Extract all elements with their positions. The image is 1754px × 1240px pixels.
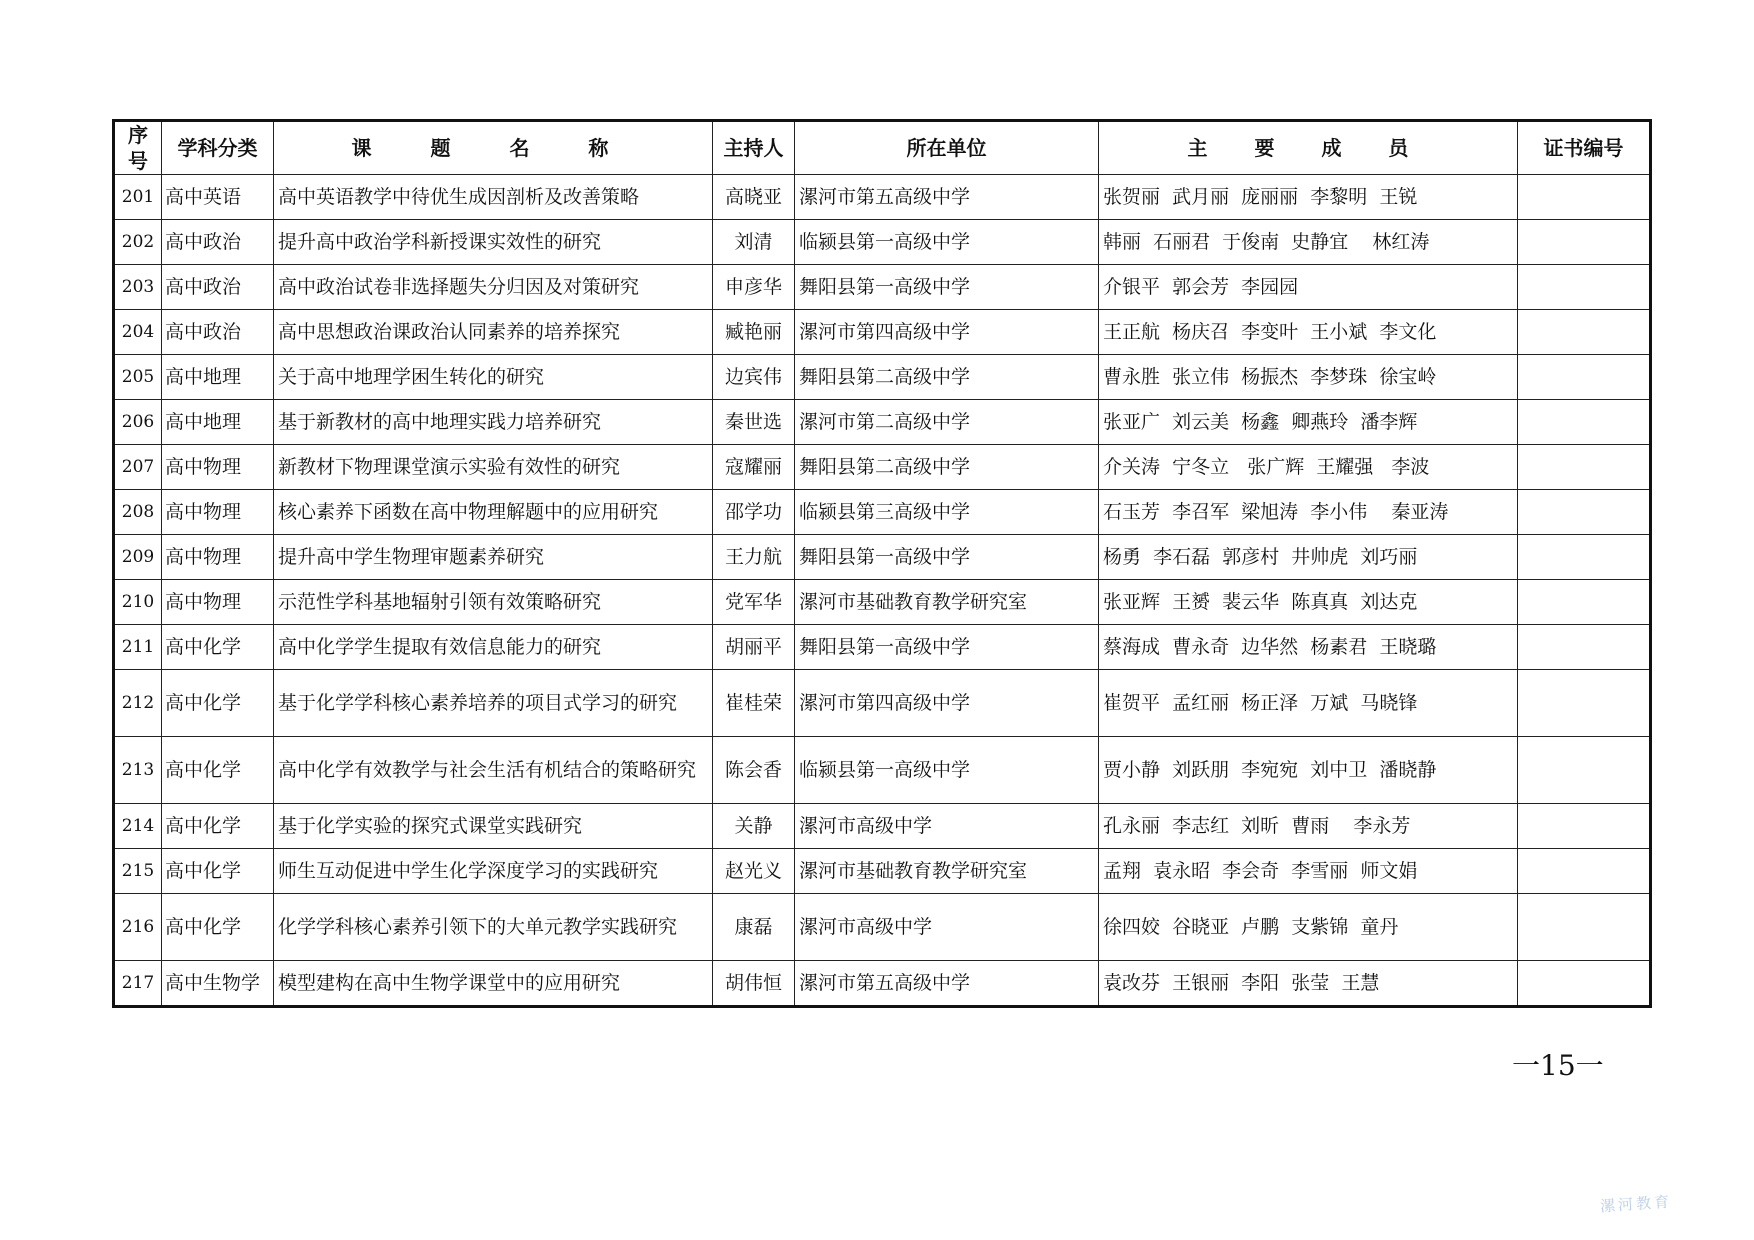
table-row — [114, 849, 1651, 894]
row-subject: 高中物理 — [162, 535, 274, 580]
row-subject: 高中化学 — [162, 670, 274, 737]
table-row — [114, 310, 1651, 355]
row-host: 申彦华 — [713, 265, 795, 310]
row-cert — [1518, 961, 1651, 1007]
row-unit: 漯河市第四高级中学 — [795, 670, 1099, 737]
table-row — [114, 804, 1651, 849]
row-cert — [1518, 894, 1651, 961]
row-title: 高中化学有效教学与社会生活有机结合的策略研究 — [274, 737, 713, 804]
header-no: 序号 — [114, 121, 162, 175]
row-unit: 漯河市高级中学 — [795, 894, 1099, 961]
row-host: 崔桂荣 — [713, 670, 795, 737]
row-members: 王正航 杨庆召 李变叶 王小斌 李文化 — [1099, 310, 1518, 355]
row-cert — [1518, 310, 1651, 355]
row-members: 孔永丽 李志红 刘昕 曹雨 李永芳 — [1099, 804, 1518, 849]
row-unit: 临颍县第一高级中学 — [795, 220, 1099, 265]
row-no: 213 — [114, 737, 162, 804]
row-unit: 漯河市第五高级中学 — [795, 961, 1099, 1007]
table-body — [114, 175, 1651, 1007]
row-title: 高中化学学生提取有效信息能力的研究 — [274, 625, 713, 670]
row-subject: 高中政治 — [162, 265, 274, 310]
row-members: 袁改芬 王银丽 李阳 张莹 王慧 — [1099, 961, 1518, 1007]
row-host: 秦世选 — [713, 400, 795, 445]
row-title: 示范性学科基地辐射引领有效策略研究 — [274, 580, 713, 625]
row-no: 217 — [114, 961, 162, 1007]
row-unit: 漯河市基础教育教学研究室 — [795, 580, 1099, 625]
table-header — [114, 121, 1651, 175]
page-number: 一15一 — [1512, 1049, 1604, 1082]
row-no: 202 — [114, 220, 162, 265]
row-title: 高中英语教学中待优生成因剖析及改善策略 — [274, 175, 713, 220]
row-host: 胡伟恒 — [713, 961, 795, 1007]
row-subject: 高中化学 — [162, 804, 274, 849]
table-row — [114, 625, 1651, 670]
row-unit: 临颍县第一高级中学 — [795, 737, 1099, 804]
row-cert — [1518, 849, 1651, 894]
row-title: 基于化学实验的探究式课堂实践研究 — [274, 804, 713, 849]
row-title: 基于化学学科核心素养培养的项目式学习的研究 — [274, 670, 713, 737]
row-members: 杨勇 李石磊 郭彦村 井帅虎 刘巧丽 — [1099, 535, 1518, 580]
header-row — [114, 121, 1651, 175]
row-members: 张贺丽 武月丽 庞丽丽 李黎明 王锐 — [1099, 175, 1518, 220]
table-row — [114, 737, 1651, 804]
row-cert — [1518, 355, 1651, 400]
row-subject: 高中地理 — [162, 355, 274, 400]
row-subject: 高中物理 — [162, 580, 274, 625]
row-cert — [1518, 265, 1651, 310]
row-no: 208 — [114, 490, 162, 535]
row-members: 曹永胜 张立伟 杨振杰 李梦珠 徐宝岭 — [1099, 355, 1518, 400]
row-cert — [1518, 804, 1651, 849]
header-title: 课 题 名 称 — [274, 121, 713, 175]
row-no: 207 — [114, 445, 162, 490]
row-members: 蔡海成 曹永奇 边华然 杨素君 王晓璐 — [1099, 625, 1518, 670]
row-title: 师生互动促进中学生化学深度学习的实践研究 — [274, 849, 713, 894]
row-host: 陈会香 — [713, 737, 795, 804]
row-members: 韩丽 石丽君 于俊南 史静宜 林红涛 — [1099, 220, 1518, 265]
row-unit: 舞阳县第一高级中学 — [795, 265, 1099, 310]
row-cert — [1518, 580, 1651, 625]
row-no: 201 — [114, 175, 162, 220]
row-cert — [1518, 535, 1651, 580]
row-title: 化学学科核心素养引领下的大单元教学实践研究 — [274, 894, 713, 961]
row-unit: 漯河市第五高级中学 — [795, 175, 1099, 220]
table-row — [114, 670, 1651, 737]
row-cert — [1518, 220, 1651, 265]
row-members: 崔贺平 孟红丽 杨正泽 万斌 马晓锋 — [1099, 670, 1518, 737]
table-row — [114, 961, 1651, 1007]
row-subject: 高中化学 — [162, 737, 274, 804]
row-cert — [1518, 400, 1651, 445]
row-subject: 高中物理 — [162, 445, 274, 490]
row-subject: 高中政治 — [162, 220, 274, 265]
row-subject: 高中英语 — [162, 175, 274, 220]
row-members: 徐四姣 谷晓亚 卢鹏 支紫锦 童丹 — [1099, 894, 1518, 961]
row-host: 党军华 — [713, 580, 795, 625]
row-cert — [1518, 175, 1651, 220]
row-host: 臧艳丽 — [713, 310, 795, 355]
row-members: 张亚广 刘云美 杨鑫 卿燕玲 潘李辉 — [1099, 400, 1518, 445]
row-unit: 漯河市第四高级中学 — [795, 310, 1099, 355]
row-no: 216 — [114, 894, 162, 961]
row-title: 高中政治试卷非选择题失分归因及对策研究 — [274, 265, 713, 310]
row-members: 孟翔 袁永昭 李会奇 李雪丽 师文娟 — [1099, 849, 1518, 894]
row-unit: 舞阳县第一高级中学 — [795, 535, 1099, 580]
row-cert — [1518, 445, 1651, 490]
row-host: 赵光义 — [713, 849, 795, 894]
row-host: 胡丽平 — [713, 625, 795, 670]
row-unit: 临颍县第三高级中学 — [795, 490, 1099, 535]
row-host: 邵学功 — [713, 490, 795, 535]
row-subject: 高中生物学 — [162, 961, 274, 1007]
row-host: 高晓亚 — [713, 175, 795, 220]
row-members: 张亚辉 王赟 裴云华 陈真真 刘达克 — [1099, 580, 1518, 625]
row-title: 核心素养下函数在高中物理解题中的应用研究 — [274, 490, 713, 535]
row-members: 石玉芳 李召军 梁旭涛 李小伟 秦亚涛 — [1099, 490, 1518, 535]
row-no: 212 — [114, 670, 162, 737]
row-subject: 高中地理 — [162, 400, 274, 445]
row-no: 206 — [114, 400, 162, 445]
row-unit: 舞阳县第二高级中学 — [795, 445, 1099, 490]
row-host: 王力航 — [713, 535, 795, 580]
row-title: 基于新教材的高中地理实践力培养研究 — [274, 400, 713, 445]
row-subject: 高中化学 — [162, 894, 274, 961]
row-host: 边宾伟 — [713, 355, 795, 400]
row-cert — [1518, 737, 1651, 804]
row-no: 211 — [114, 625, 162, 670]
header-host: 主持人 — [713, 121, 795, 175]
row-subject: 高中化学 — [162, 625, 274, 670]
row-title: 关于高中地理学困生转化的研究 — [274, 355, 713, 400]
row-members: 介关涛 宁冬立 张广辉 王耀强 李波 — [1099, 445, 1518, 490]
watermark: 漯河教育 — [1599, 1192, 1673, 1216]
table-row — [114, 175, 1651, 220]
row-no: 214 — [114, 804, 162, 849]
row-no: 204 — [114, 310, 162, 355]
row-title: 新教材下物理课堂演示实验有效性的研究 — [274, 445, 713, 490]
row-host: 寇耀丽 — [713, 445, 795, 490]
table-row — [114, 490, 1651, 535]
row-unit: 漯河市第二高级中学 — [795, 400, 1099, 445]
row-unit: 舞阳县第二高级中学 — [795, 355, 1099, 400]
row-unit: 漯河市基础教育教学研究室 — [795, 849, 1099, 894]
row-members: 介银平 郭会芳 李园园 — [1099, 265, 1518, 310]
table-row — [114, 445, 1651, 490]
row-no: 205 — [114, 355, 162, 400]
table-row — [114, 580, 1651, 625]
row-unit: 舞阳县第一高级中学 — [795, 625, 1099, 670]
row-members: 贾小静 刘跃朋 李宛宛 刘中卫 潘晓静 — [1099, 737, 1518, 804]
table-row — [114, 265, 1651, 310]
project-table — [112, 119, 1652, 1008]
row-cert — [1518, 625, 1651, 670]
row-title: 高中思想政治课政治认同素养的培养探究 — [274, 310, 713, 355]
row-subject: 高中物理 — [162, 490, 274, 535]
row-subject: 高中政治 — [162, 310, 274, 355]
header-cert: 证书编号 — [1518, 121, 1651, 175]
table-row — [114, 894, 1651, 961]
row-host: 刘清 — [713, 220, 795, 265]
row-host: 康磊 — [713, 894, 795, 961]
row-no: 209 — [114, 535, 162, 580]
header-unit: 所在单位 — [795, 121, 1099, 175]
header-members: 主 要 成 员 — [1099, 121, 1518, 175]
row-cert — [1518, 490, 1651, 535]
row-no: 210 — [114, 580, 162, 625]
table-row — [114, 355, 1651, 400]
row-no: 203 — [114, 265, 162, 310]
row-host: 关静 — [713, 804, 795, 849]
row-title: 提升高中政治学科新授课实效性的研究 — [274, 220, 713, 265]
row-unit: 漯河市高级中学 — [795, 804, 1099, 849]
table-row — [114, 535, 1651, 580]
row-title: 提升高中学生物理审题素养研究 — [274, 535, 713, 580]
header-subject: 学科分类 — [162, 121, 274, 175]
table-row — [114, 400, 1651, 445]
row-cert — [1518, 670, 1651, 737]
row-no: 215 — [114, 849, 162, 894]
row-title: 模型建构在高中生物学课堂中的应用研究 — [274, 961, 713, 1007]
row-subject: 高中化学 — [162, 849, 274, 894]
table-row — [114, 220, 1651, 265]
